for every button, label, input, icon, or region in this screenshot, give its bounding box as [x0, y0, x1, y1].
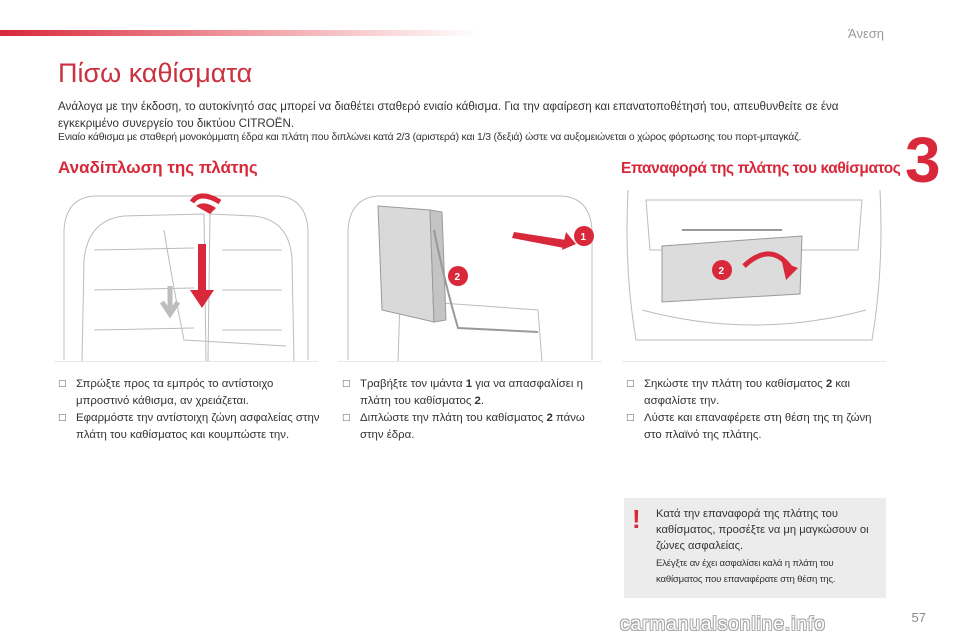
illustration-trunk — [622, 190, 886, 362]
page-title: Πίσω καθίσματα — [58, 58, 253, 88]
step-push-front-seat: □ Σπρώξτε προς τα εμπρός το αντίστοιχο μπροστινό κάθισμα, αν χρειάζεται. — [58, 376, 320, 410]
warning-icon: ! — [632, 504, 641, 534]
watermark: carmanualsonline.info — [620, 614, 826, 635]
fold-heading: Αναδίπλωση της πλάτης — [58, 158, 258, 177]
warning-note — [624, 498, 886, 598]
step-raise-backrest: □ Σηκώστε την πλάτη του καθίσματος 2 και ασφαλίστε την. — [626, 376, 888, 410]
warning-small-text: Ελέγξτε αν έχει ασφαλίσει καλά η πλάτη του καθίσματος που επαναφέρατε στη θέση της. — [656, 558, 836, 585]
badge-2: 2 — [454, 272, 461, 283]
intro-small-paragraph: Ενιαίο κάθισμα με σταθερή μονοκόμματη έδρα και πλάτη που διπλώνει κατά 2/3 (αριστερά) και 1/3 (δεξιά) ώστε να αυξομειώνεται ο χώρος φόρτωσης του πορτ-μπαγκάζ. — [58, 132, 802, 143]
section-name: Άνεση — [848, 26, 884, 41]
badge-2-trunk: 2 — [718, 266, 725, 277]
intro-paragraph: Ανάλογα με την έκδοση, το αυτοκίνητό σας μπορεί να διαθέτει σταθερό ενιαίο κάθισμα. Για την αφαίρεση και επανατοποθέτησή του, απευθυνθείτε σε ένα εγκεκριμένο συνεργείο του δικτύου CITROËN. — [58, 100, 839, 130]
step-pull-strap: □ Τραβήξτε τον ιμάντα 1 για να απασφαλίσει η πλάτη του καθίσματος 2. — [342, 376, 604, 410]
fold-steps-b — [342, 376, 604, 444]
chapter-number: 3 — [905, 124, 941, 196]
fold-steps-a — [58, 376, 320, 444]
restore-steps — [626, 376, 888, 444]
badge-1: 1 — [580, 232, 587, 243]
illustration-bench-belt — [54, 190, 318, 362]
page-number: 57 — [911, 610, 926, 625]
step-fasten-belt: □ Εφαρμόστε την αντίστοιχη ζώνη ασφαλείας στην πλάτη του καθίσματος και κουμπώστε την. — [58, 410, 320, 444]
illustration-fold-seat — [338, 190, 602, 362]
warning-text: Κατά την επαναφορά της πλάτης του καθίσματος, προσέξτε να μη μαγκώσουν οι ζώνες ασφαλείας. — [656, 508, 869, 552]
restore-heading: Επαναφορά της πλάτης του καθίσματος — [621, 160, 901, 177]
top-accent-bar — [0, 30, 480, 36]
step-release-belt: □ Λύστε και επαναφέρετε στη θέση της τη ζώνη στο πλαϊνό της πλάτης. — [626, 410, 888, 444]
step-fold-backrest: □ Διπλώστε την πλάτη του καθίσματος 2 πάνω στην έδρα. — [342, 410, 604, 444]
